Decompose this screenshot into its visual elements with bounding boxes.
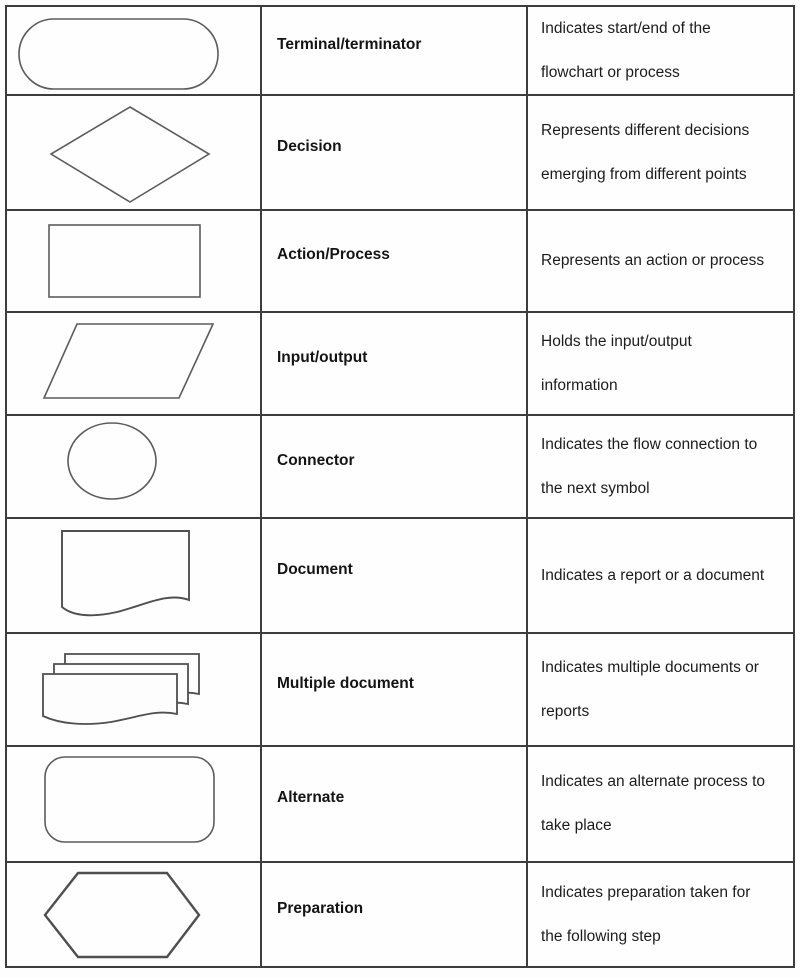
symbol-name [262,313,528,414]
symbol-description [528,211,793,311]
symbol-cell [7,634,262,745]
document-icon [7,519,262,632]
symbol-name-label: Document [277,560,353,578]
flowchart-symbols-table [5,5,795,968]
symbol-name-label: Terminal/terminator [277,35,422,53]
description-line: Indicates the flow connection to [541,435,758,453]
alternate-rounded-rectangle-icon [7,747,262,861]
multiple-document-icon [7,634,262,745]
symbol-name-label: Alternate [277,789,345,806]
symbol-description [528,96,793,209]
description-line: emerging from different points [541,165,747,183]
symbol-cell [7,313,262,414]
symbol-name [262,634,528,745]
symbol-name-label: Action/Process [277,246,390,263]
symbol-name [262,747,528,861]
input-output-parallelogram-icon [7,313,262,414]
symbol-name [262,96,528,209]
description-line: Indicates preparation taken for [541,883,751,901]
symbol-description [528,313,793,414]
connector-circle-icon [7,416,262,517]
table-row [7,211,793,313]
description-line: the next symbol [541,479,650,497]
table-row [7,7,793,96]
description-line: information [541,376,618,394]
symbol-cell [7,211,262,311]
symbol-name [262,863,528,966]
table-row [7,416,793,519]
description-line: Holds the input/output [541,332,692,350]
symbol-name-label: Input/output [277,348,368,366]
description-line: Indicates a report or a document [541,566,765,584]
symbol-description [528,416,793,517]
symbol-name-label: Preparation [277,899,364,917]
decision-diamond-icon [7,96,262,209]
process-rectangle-icon [7,211,262,311]
description-line: reports [541,702,590,720]
table-row [7,863,793,966]
table-row [7,519,793,634]
table-row [7,747,793,863]
symbol-name [262,7,528,94]
description-line: take place [541,817,612,834]
description-line: Indicates start/end of the [541,19,711,37]
description-line: Represents an action or process [541,252,765,269]
symbol-name-label: Connector [277,451,355,469]
symbol-cell [7,416,262,517]
symbol-cell [7,7,262,94]
terminal-stadium-icon [7,7,262,94]
table-row [7,313,793,416]
symbol-cell [7,96,262,209]
symbol-cell [7,519,262,632]
table-row [7,634,793,747]
symbol-name-label: Multiple document [277,674,414,692]
description-line: Indicates multiple documents or [541,658,759,676]
symbol-cell [7,747,262,861]
symbol-cell [7,863,262,966]
symbol-description [528,863,793,966]
description-line: Indicates an alternate process to [541,773,766,790]
symbol-description [528,634,793,745]
symbol-name-label: Decision [277,137,342,155]
symbol-name [262,211,528,311]
table-row [7,96,793,211]
preparation-hexagon-icon [7,863,262,966]
description-line: flowchart or process [541,63,680,81]
symbol-description [528,747,793,861]
symbol-name [262,416,528,517]
description-line: Represents different decisions [541,121,750,139]
description-line: the following step [541,927,661,945]
symbol-description [528,7,793,94]
symbol-description [528,519,793,632]
symbol-name [262,519,528,632]
